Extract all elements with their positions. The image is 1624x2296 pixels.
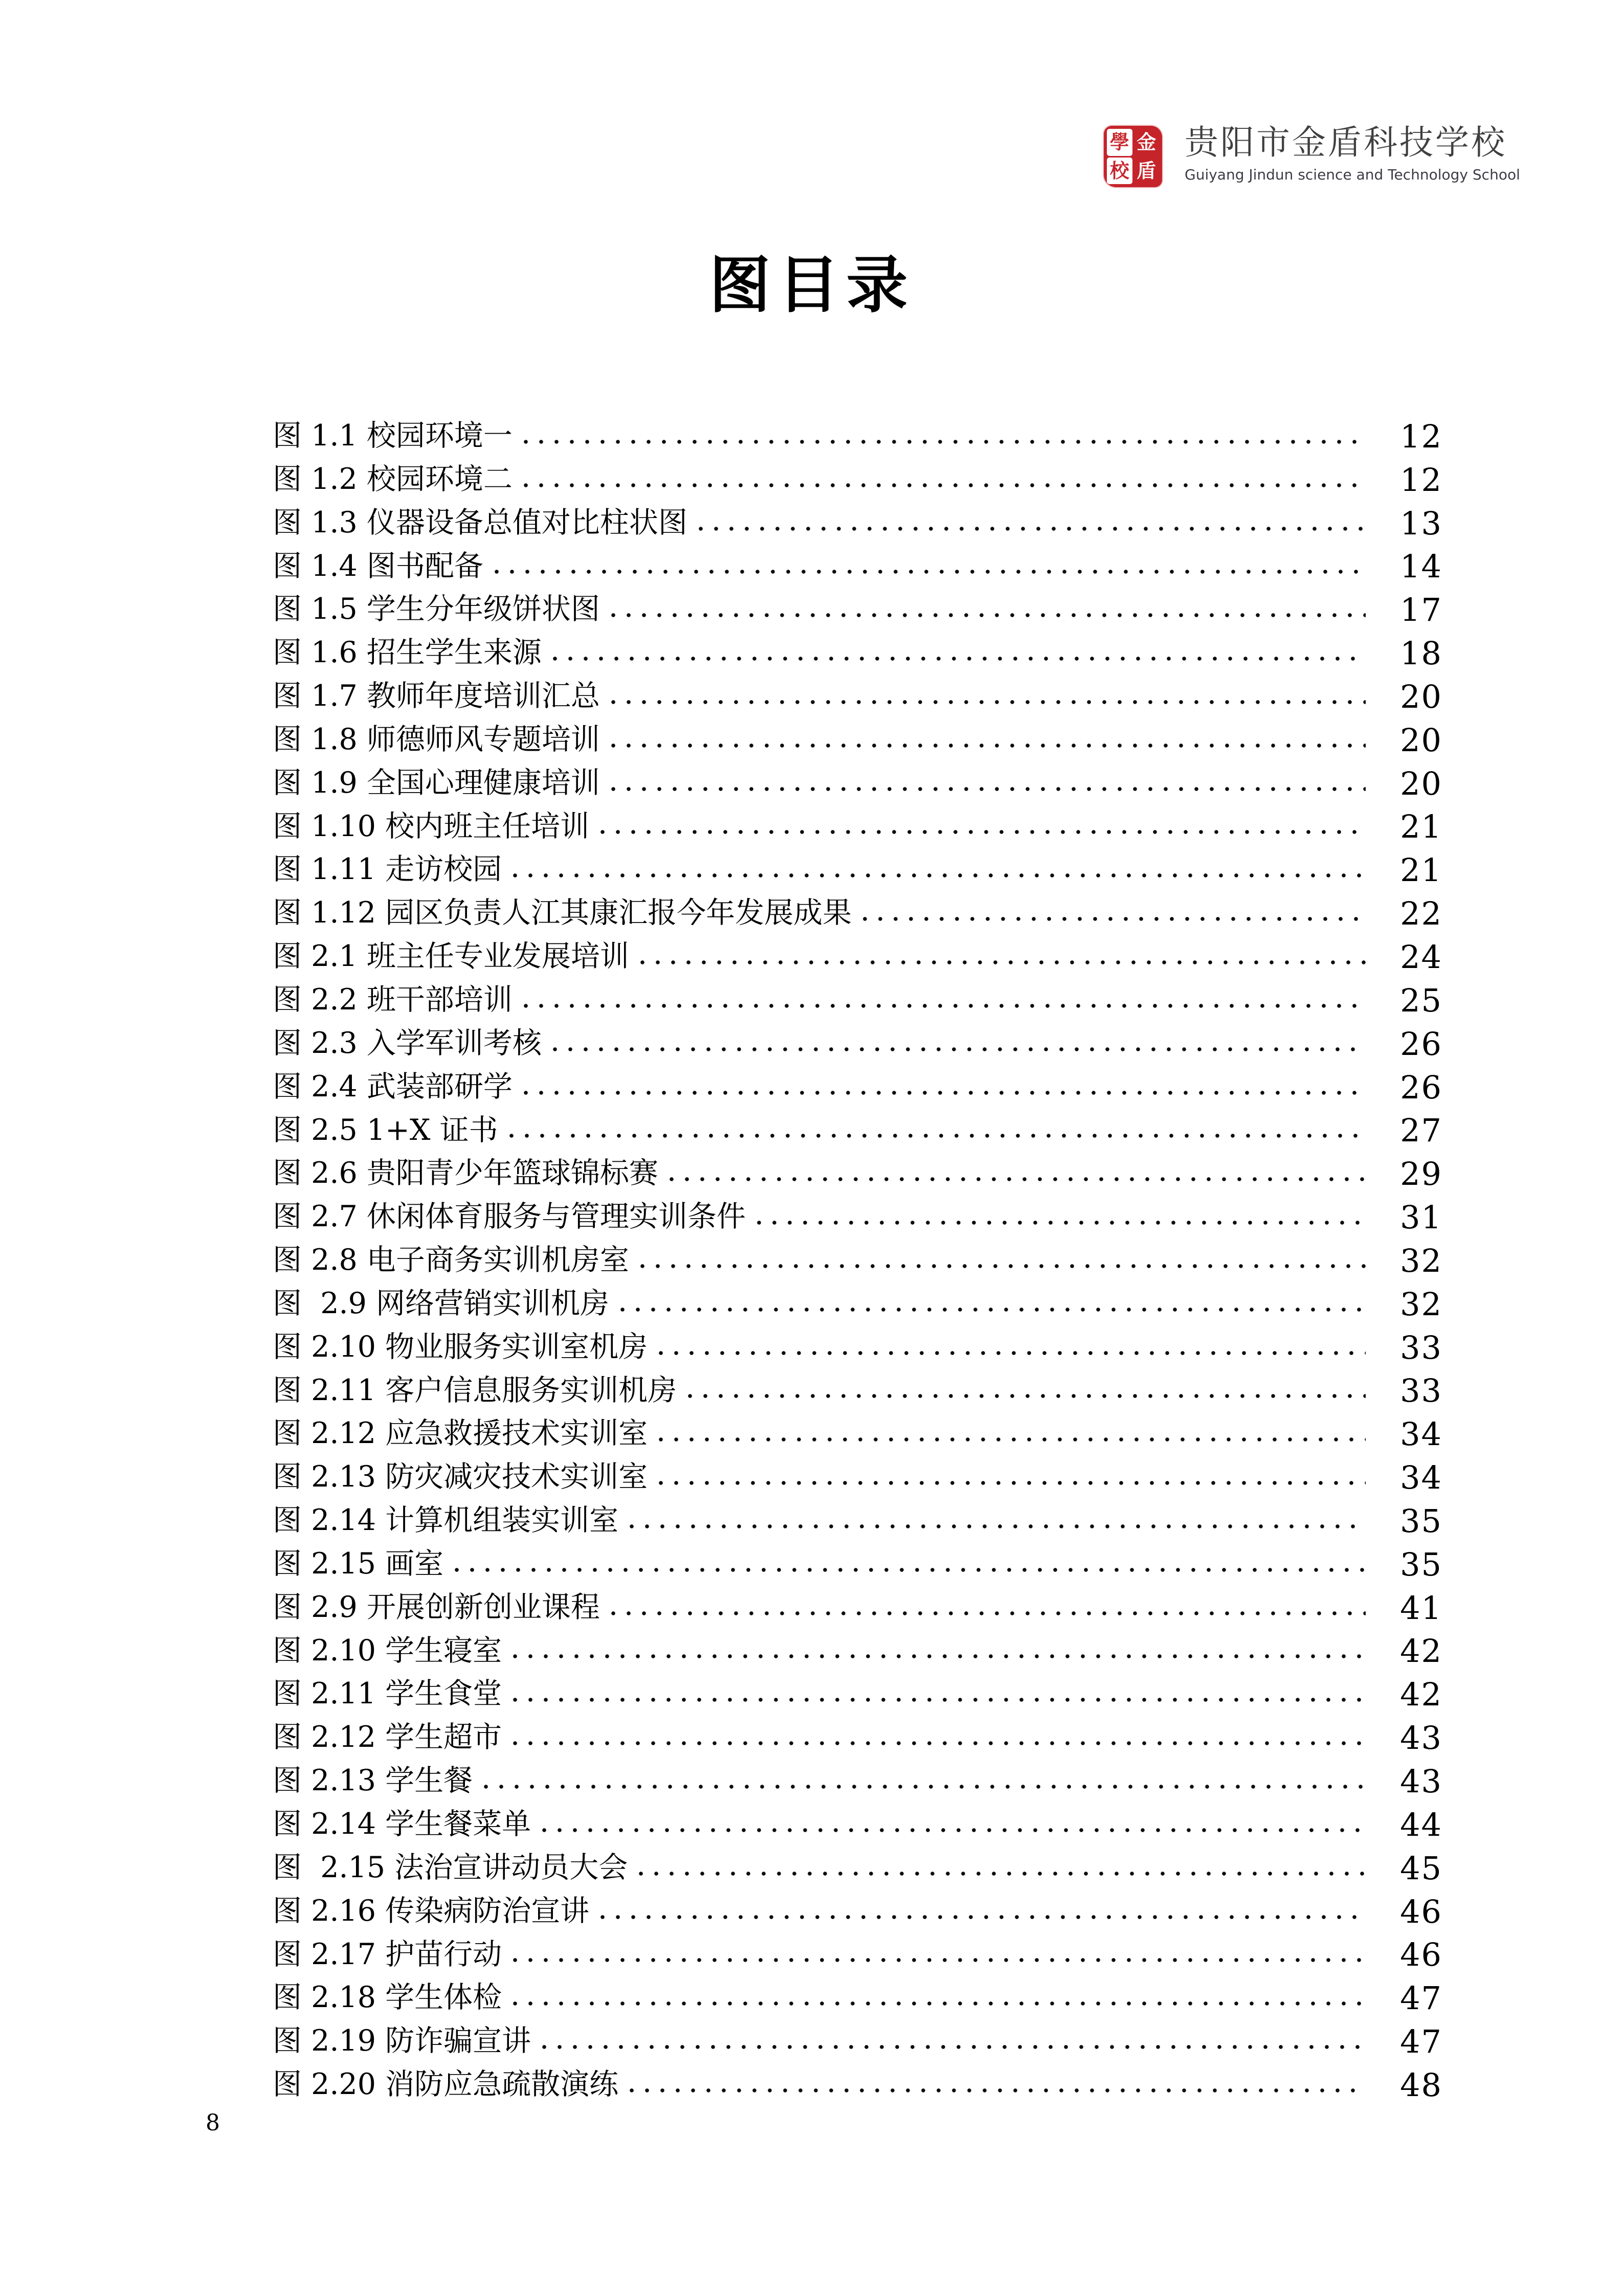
toc-entry[interactable] (273, 1320, 1442, 1364)
toc-entry[interactable] (273, 1884, 1442, 1928)
toc-entry-page: 46 (1400, 1936, 1442, 1974)
toc-entry-page: 26 (1400, 1068, 1442, 1106)
dot-leader (630, 2088, 1366, 2092)
toc-entry[interactable] (273, 1624, 1442, 1668)
toc-entry[interactable] (273, 1797, 1442, 1841)
dot-leader (670, 1177, 1366, 1181)
toc-entry-label: 图 2.20 消防应急疏散演练 (273, 2067, 619, 2102)
toc-entry[interactable] (273, 1364, 1442, 1410)
toc-entry-page: 44 (1400, 1806, 1442, 1843)
dot-leader (524, 1004, 1366, 1008)
school-name-zh: 贵阳市金盾科技学校 (1185, 123, 1507, 162)
dot-leader (513, 1654, 1366, 1658)
toc-entry[interactable] (273, 539, 1442, 586)
toc-entry-page: 46 (1400, 1893, 1442, 1930)
toc-entry-page: 26 (1400, 1025, 1442, 1063)
toc-entry-label: 图 2.14 计算机组装实训室 (273, 1503, 619, 1538)
toc-entry-page: 22 (1400, 895, 1442, 933)
toc-entry[interactable] (273, 453, 1442, 499)
dot-leader (611, 700, 1366, 704)
toc-entry-page: 27 (1400, 1112, 1442, 1150)
toc-entry-page: 35 (1400, 1502, 1442, 1540)
dot-leader (513, 1741, 1366, 1745)
toc-entry-label: 图 1.2 校园环境二 (273, 462, 513, 496)
toc-entry-label: 图 1.1 校园环境一 (273, 419, 513, 453)
toc-entry-label: 图 2.9 网络营销实训机房 (273, 1286, 610, 1320)
toc-entry-label: 图 2.7 休闲体育服务与管理实训条件 (273, 1200, 746, 1234)
toc-entry-label: 图 2.4 武装部研学 (273, 1069, 513, 1104)
toc-entry-page: 47 (1400, 1979, 1442, 2017)
toc-entry-label: 图 2.6 贵阳青少年篮球锦标赛 (273, 1156, 658, 1190)
toc-entry[interactable] (273, 886, 1442, 933)
toc-entry-page: 20 (1400, 764, 1442, 802)
toc-entry-label: 图 2.3 入学军训考核 (273, 1026, 542, 1060)
school-name-block (1185, 123, 1520, 183)
toc-entry-label: 图 1.6 招生学生来源 (273, 636, 542, 670)
toc-entry-page: 32 (1400, 1285, 1442, 1323)
toc-entry[interactable] (273, 843, 1442, 889)
toc-entry[interactable] (273, 973, 1442, 1017)
toc-entry-page: 42 (1400, 1676, 1442, 1714)
toc-entry-label: 图 1.5 学生分年级饼状图 (273, 592, 600, 626)
toc-entry-label: 图 2.10 物业服务实训室机房 (273, 1330, 648, 1364)
dot-leader (630, 1524, 1366, 1528)
toc-entry-page: 20 (1400, 678, 1442, 715)
toc-entry[interactable] (273, 2014, 1442, 2061)
dot-leader (553, 1047, 1366, 1051)
toc-entry-page: 34 (1400, 1459, 1442, 1497)
dot-leader (513, 2001, 1366, 2006)
toc-entry-page: 34 (1400, 1415, 1442, 1453)
dot-leader (620, 1308, 1366, 1312)
toc-entry-label: 图 2.14 学生餐菜单 (273, 1807, 531, 1841)
toc-entry[interactable] (273, 1104, 1442, 1150)
toc-entry-label: 图 2.13 防灾减灾技术实训室 (273, 1460, 648, 1494)
toc-entry[interactable] (273, 756, 1442, 800)
toc-entry-label: 图 2.11 学生食堂 (273, 1677, 502, 1711)
dot-leader (524, 440, 1366, 444)
dot-leader (611, 1611, 1366, 1615)
toc-entry[interactable] (273, 930, 1442, 976)
dot-leader (659, 1437, 1366, 1442)
toc-entry-page: 48 (1400, 2066, 1442, 2104)
toc-entry-page: 33 (1400, 1329, 1442, 1366)
toc-entry[interactable] (273, 800, 1442, 846)
toc-entry-page: 24 (1400, 938, 1442, 976)
toc-entry[interactable] (273, 1233, 1442, 1277)
toc-entry[interactable] (273, 1537, 1442, 1581)
toc-entry[interactable] (273, 1928, 1442, 1974)
dot-leader (495, 570, 1366, 574)
dot-leader (553, 657, 1366, 661)
toc-entry[interactable] (273, 2058, 1442, 2104)
toc-entry-label: 图 1.11 走访校园 (273, 852, 502, 887)
toc-entry-label: 图 2.5 1+X 证书 (273, 1113, 498, 1147)
toc-entry[interactable] (273, 496, 1442, 542)
toc-entry-label: 图 1.7 教师年度培训汇总 (273, 679, 600, 713)
toc-entry-page: 21 (1400, 808, 1442, 846)
dot-leader (639, 1872, 1366, 1876)
page-number: 8 (206, 2110, 220, 2136)
toc-entry[interactable] (273, 582, 1442, 629)
dot-leader (513, 1958, 1366, 1962)
toc-entry-label: 图 2.9 开展创新创业课程 (273, 1590, 600, 1624)
toc-entry-page: 17 (1400, 591, 1442, 629)
toc-entry-page: 21 (1400, 851, 1442, 889)
toc-entry-label: 图 2.1 班主任专业发展培训 (273, 939, 629, 974)
dot-leader (513, 1698, 1366, 1702)
toc-entry-page: 43 (1400, 1763, 1442, 1800)
dot-leader (513, 873, 1366, 877)
page-title: 图目录 (709, 250, 915, 321)
toc-entry[interactable] (273, 1407, 1442, 1453)
dot-leader (640, 960, 1366, 964)
school-seal-logo (1104, 126, 1162, 187)
dot-leader (524, 1091, 1366, 1095)
toc-entry[interactable] (273, 1017, 1442, 1063)
toc-entry[interactable] (273, 713, 1442, 759)
dot-leader (524, 483, 1366, 487)
toc-entry-page: 20 (1400, 721, 1442, 759)
toc-entry[interactable] (273, 1667, 1442, 1714)
toc-entry-page: 41 (1400, 1589, 1442, 1627)
toc-entry-page: 35 (1400, 1545, 1442, 1583)
toc-entry[interactable] (273, 1060, 1442, 1104)
toc-entry-page: 43 (1400, 1719, 1442, 1757)
seal-char: 金 (1137, 130, 1156, 154)
toc-entry-page: 45 (1400, 1849, 1442, 1887)
seal-char: 盾 (1137, 159, 1156, 182)
toc-entry[interactable] (273, 1710, 1442, 1757)
toc-entry-page: 14 (1400, 548, 1442, 586)
toc-entry-label: 图 2.12 学生超市 (273, 1720, 502, 1754)
dot-leader (600, 1915, 1366, 1919)
toc-entry-label: 图 2.11 客户信息服务实训机房 (273, 1373, 677, 1407)
toc-entry[interactable] (273, 1146, 1442, 1193)
toc-entry-label: 图 2.16 传染病防治宣讲 (273, 1894, 590, 1928)
toc-entry-label: 图 2.12 应急救援技术实训室 (273, 1416, 648, 1451)
toc-entry-label: 图 1.12 园区负责人江其康汇报今年发展成果 (273, 896, 852, 930)
toc-entry-label: 图 1.8 师德师风专题培训 (273, 722, 600, 756)
toc-entry-page: 31 (1400, 1199, 1442, 1236)
toc-entry-label: 图 2.10 学生寝室 (273, 1633, 502, 1668)
dot-leader (611, 613, 1366, 617)
toc-entry-page: 32 (1400, 1242, 1442, 1279)
toc-entry-label: 图 2.18 学生体检 (273, 1980, 502, 2015)
toc-entry-page: 12 (1400, 417, 1442, 455)
toc-entry-page: 18 (1400, 635, 1442, 672)
toc-entry[interactable] (273, 1277, 1442, 1323)
toc-entry-page: 25 (1400, 981, 1442, 1019)
seal-char: 校 (1107, 157, 1132, 185)
toc-entry-label: 图 2.19 防诈骗宣讲 (273, 2024, 531, 2058)
toc-entry[interactable] (273, 1754, 1442, 1800)
toc-entry-page: 12 (1400, 461, 1442, 499)
toc-entry-label: 图 2.8 电子商务实训机房室 (273, 1243, 629, 1277)
dot-leader (600, 830, 1366, 834)
dot-leader (863, 917, 1366, 921)
toc-entry-label: 图 2.17 护苗行动 (273, 1937, 502, 1971)
dot-leader (455, 1568, 1366, 1572)
toc-entry-label: 图 1.9 全国心理健康培训 (273, 766, 600, 800)
school-name-en: Guiyang Jindun science and Technology School (1185, 166, 1520, 183)
toc-entry-label: 图 2.13 学生餐 (273, 1764, 473, 1798)
toc-entry[interactable] (273, 1841, 1442, 1887)
toc-entry-page: 42 (1400, 1632, 1442, 1670)
toc-entry-label: 图 2.15 法治宣讲动员大会 (273, 1850, 628, 1884)
toc-entry[interactable] (273, 669, 1442, 713)
dot-leader (757, 1221, 1366, 1225)
toc-entry-page: 47 (1400, 2023, 1442, 2061)
toc-entry-page: 29 (1400, 1155, 1442, 1193)
dot-leader (659, 1351, 1366, 1355)
dot-leader (640, 1264, 1366, 1268)
seal-char: 學 (1107, 129, 1132, 156)
toc-entry[interactable] (273, 1581, 1442, 1627)
dot-leader (484, 1785, 1366, 1789)
dot-leader (688, 1394, 1366, 1398)
dot-leader (699, 527, 1366, 531)
toc-entry[interactable] (273, 1971, 1442, 2017)
toc-entry-page: 13 (1400, 504, 1442, 542)
dot-leader (659, 1481, 1366, 1485)
toc-entry-label: 图 1.10 校内班主任培训 (273, 809, 590, 843)
toc-entry-label: 图 2.15 画室 (273, 1546, 444, 1581)
toc-entry[interactable] (273, 1190, 1442, 1236)
toc-list (273, 409, 1442, 2104)
toc-entry[interactable] (273, 1450, 1442, 1497)
dot-leader (509, 1134, 1366, 1138)
dot-leader (611, 787, 1366, 791)
toc-entry[interactable] (273, 1494, 1442, 1540)
dot-leader (611, 744, 1366, 748)
toc-entry-label: 图 2.2 班干部培训 (273, 982, 513, 1017)
page-header (1104, 123, 1520, 187)
toc-entry[interactable] (273, 626, 1442, 672)
toc-entry-label: 图 1.4 图书配备 (273, 549, 483, 583)
dot-leader (542, 2045, 1366, 2049)
toc-entry[interactable] (273, 409, 1442, 453)
toc-entry-page: 33 (1400, 1372, 1442, 1410)
dot-leader (542, 1828, 1366, 1832)
toc-entry-label: 图 1.3 仪器设备总值对比柱状图 (273, 505, 687, 539)
